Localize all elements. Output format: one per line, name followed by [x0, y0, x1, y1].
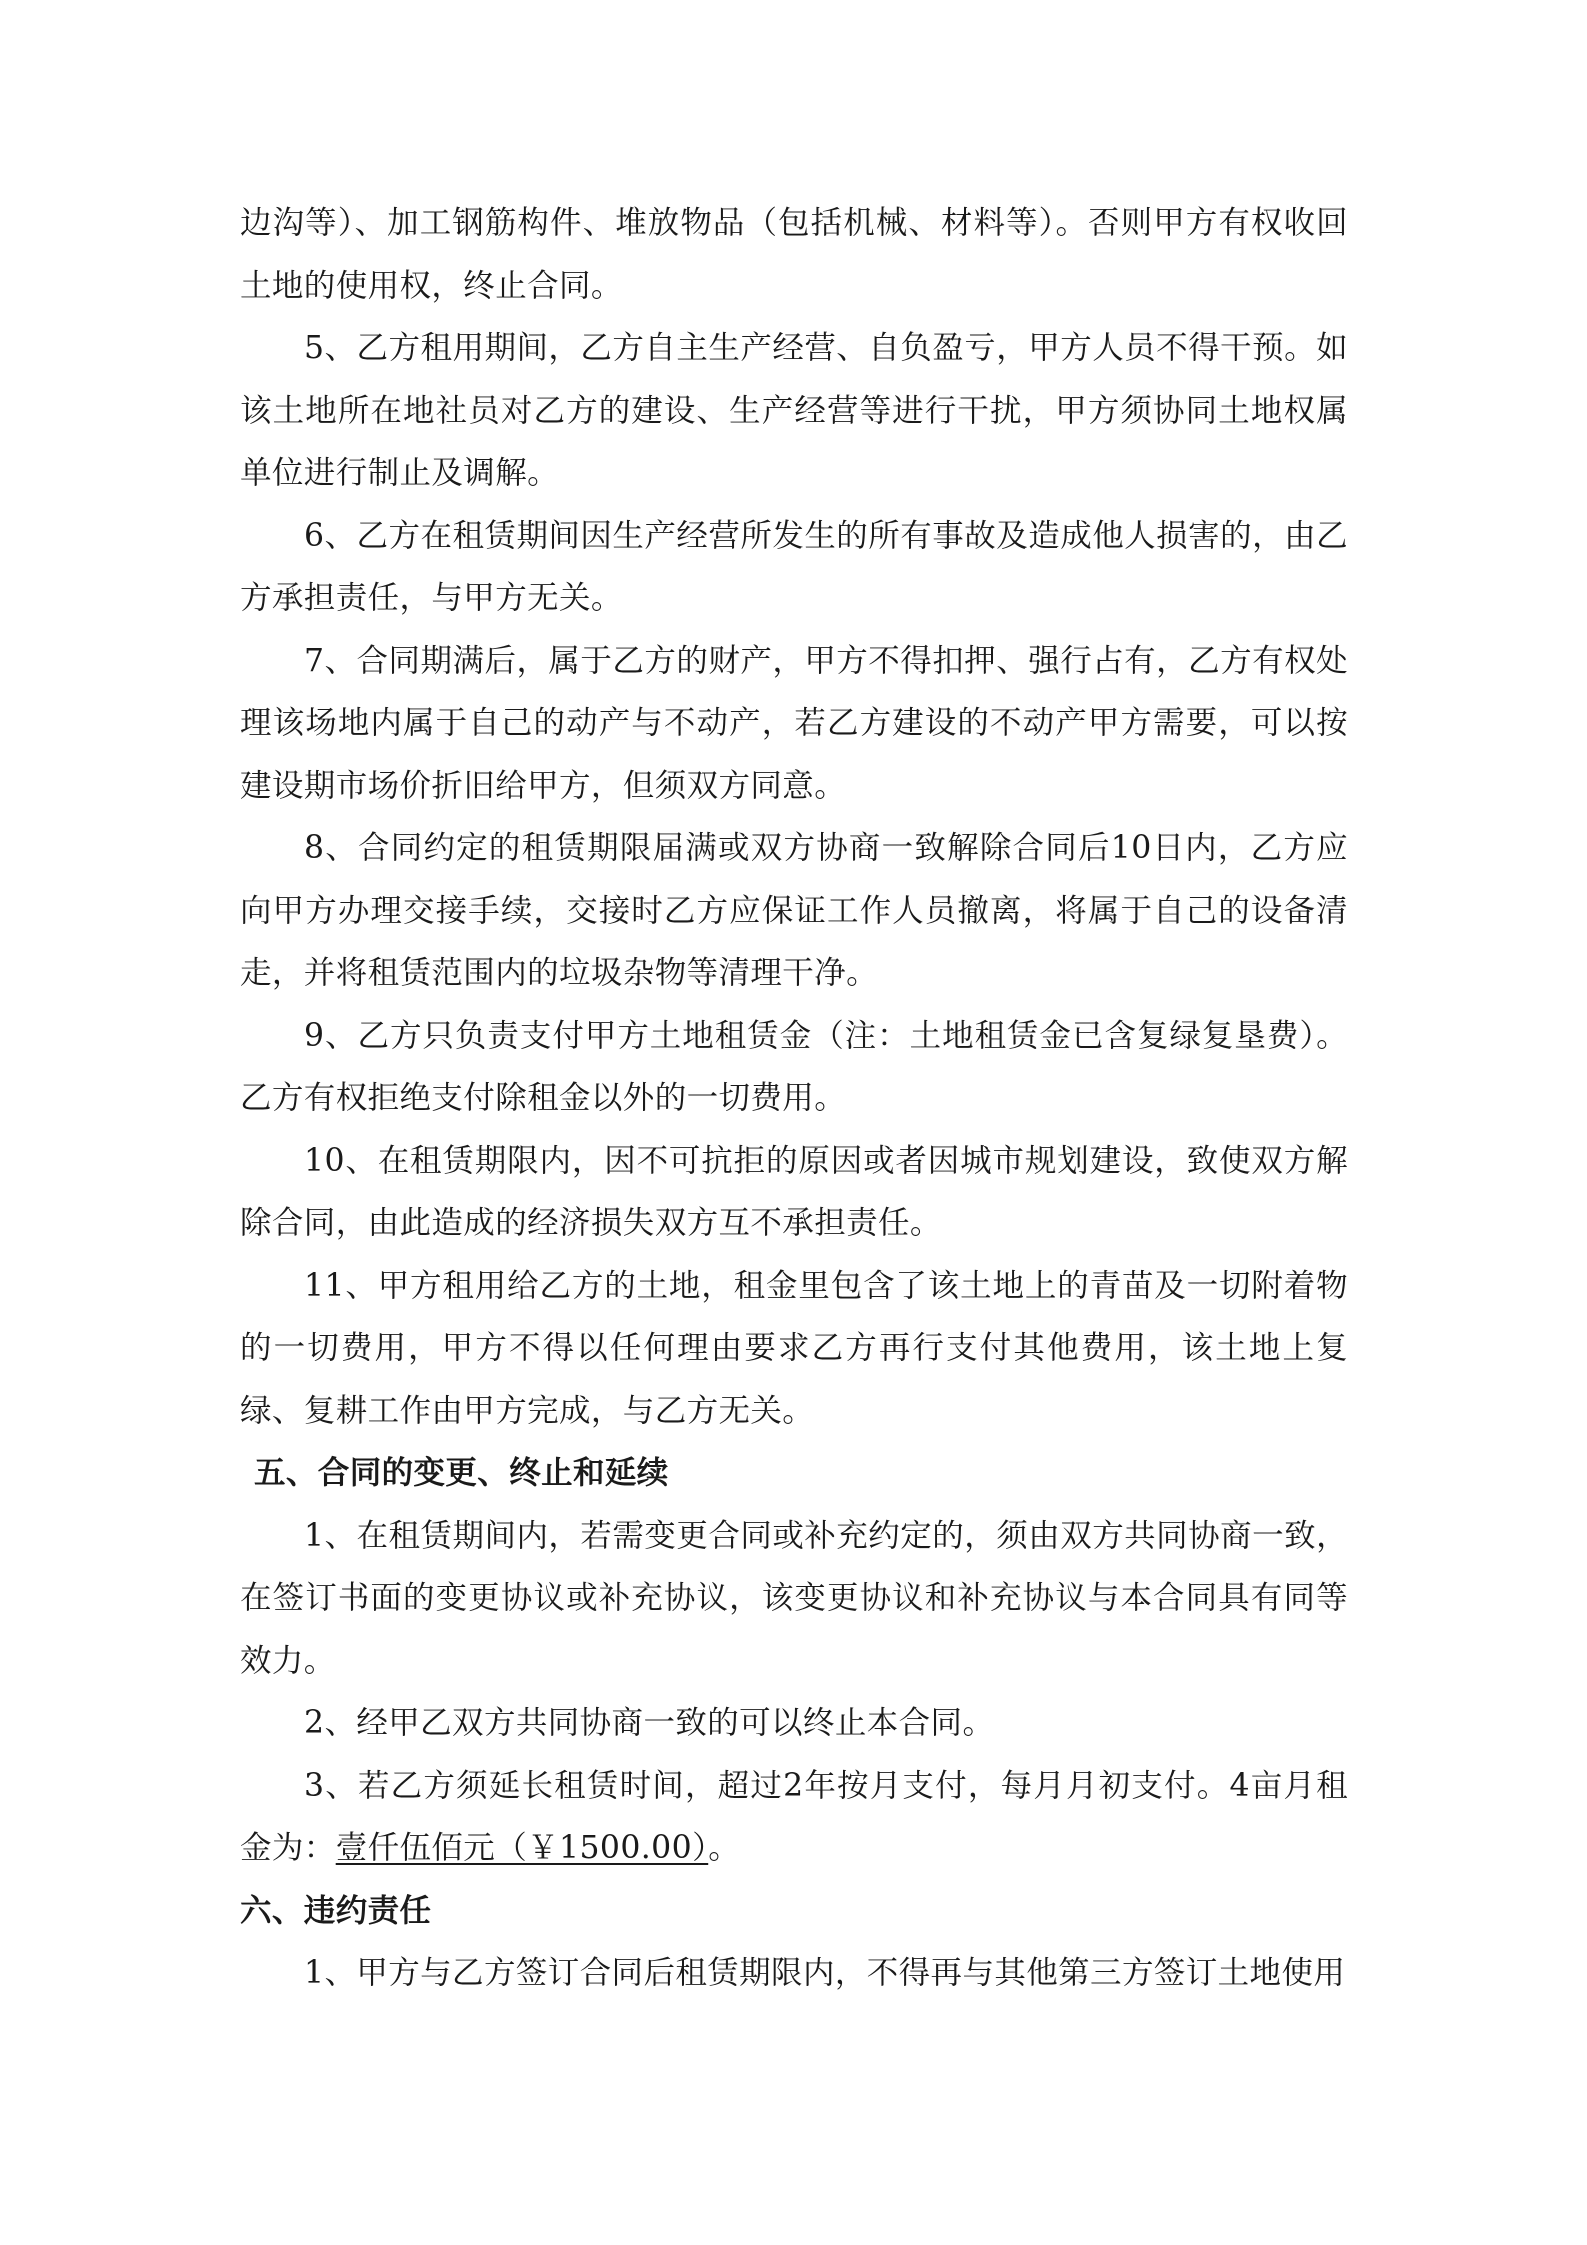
section-5-heading: 五、合同的变更、终止和延续	[254, 1454, 669, 1491]
section-6-heading: 六、违约责任	[240, 1891, 432, 1929]
clause-8: 8、合同约定的租赁期限届满或双方协商一致解除合同后10日内，乙方应向甲方办理交接手续，交接时乙方应保证工作人员撤离，将属于自己的设备清走，并将租赁范围内的垃圾杂物等清理干净。	[240, 830, 1348, 991]
section-5-clause-2: 2、经甲乙双方共同协商一致的可以终止本合同。	[304, 1705, 995, 1741]
section-6-clause-1: 1、甲方与乙方签订合同后租赁期限内，不得再与其他第三方签订土地使用	[304, 1955, 1346, 1991]
clause-9: 9、乙方只负责支付甲方土地租赁金（注：土地租赁金已含复绿复垦费）。乙方有权拒绝支付除租金以外的一切费用。	[240, 1017, 1348, 1116]
clause-5: 5、乙方租用期间，乙方自主生产经营、自负盈亏，甲方人员不得干预。如该土地所在地社员对乙方的建设、生产经营等进行干扰，甲方须协同土地权属单位进行制止及调解。	[240, 330, 1348, 491]
clause-6: 6、乙方在租赁期间因生产经营所发生的所有事故及造成他人损害的，由乙方承担责任，与甲方无关。	[240, 517, 1348, 616]
clause-7: 7、合同期满后，属于乙方的财产，甲方不得扣押、强行占有，乙方有权处理该场地内属于自己的动产与不动产，若乙方建设的不动产甲方需要，可以按建设期市场价折旧给甲方，但须双方同意。	[240, 642, 1348, 804]
clause-3-prefix: 3、若乙方须延长租赁时间，超过2年按月支付，每月月初支付。4亩月租金为：	[240, 1767, 1348, 1866]
rent-amount: 壹仟伍佰元（￥1500.00）	[335, 1830, 709, 1866]
section-5-clause-3	[240, 1755, 1348, 1880]
document-body	[240, 192, 1348, 2005]
clause-10: 10、在租赁期限内，因不可抗拒的原因或者因城市规划建设，致使双方解除合同，由此造成的经济损失双方互不承担责任。	[240, 1142, 1348, 1241]
clause-3-suffix: 。	[708, 1830, 741, 1866]
section-5-clause-1: 1、在租赁期间内，若需变更合同或补充约定的，须由双方共同协商一致，在签订书面的变更协议或补充协议，该变更协议和补充协议与本合同具有同等效力。	[240, 1517, 1348, 1679]
clause-11: 11、甲方租用给乙方的土地，租金里包含了该土地上的青苗及一切附着物的一切费用，甲方不得以任何理由要求乙方再行支付其他费用，该土地上复绿、复耕工作由甲方完成，与乙方无关。	[240, 1267, 1348, 1429]
continued-paragraph: 边沟等）、加工钢筋构件、堆放物品（包括机械、材料等）。否则甲方有权收回土地的使用权，终止合同。	[240, 205, 1348, 304]
